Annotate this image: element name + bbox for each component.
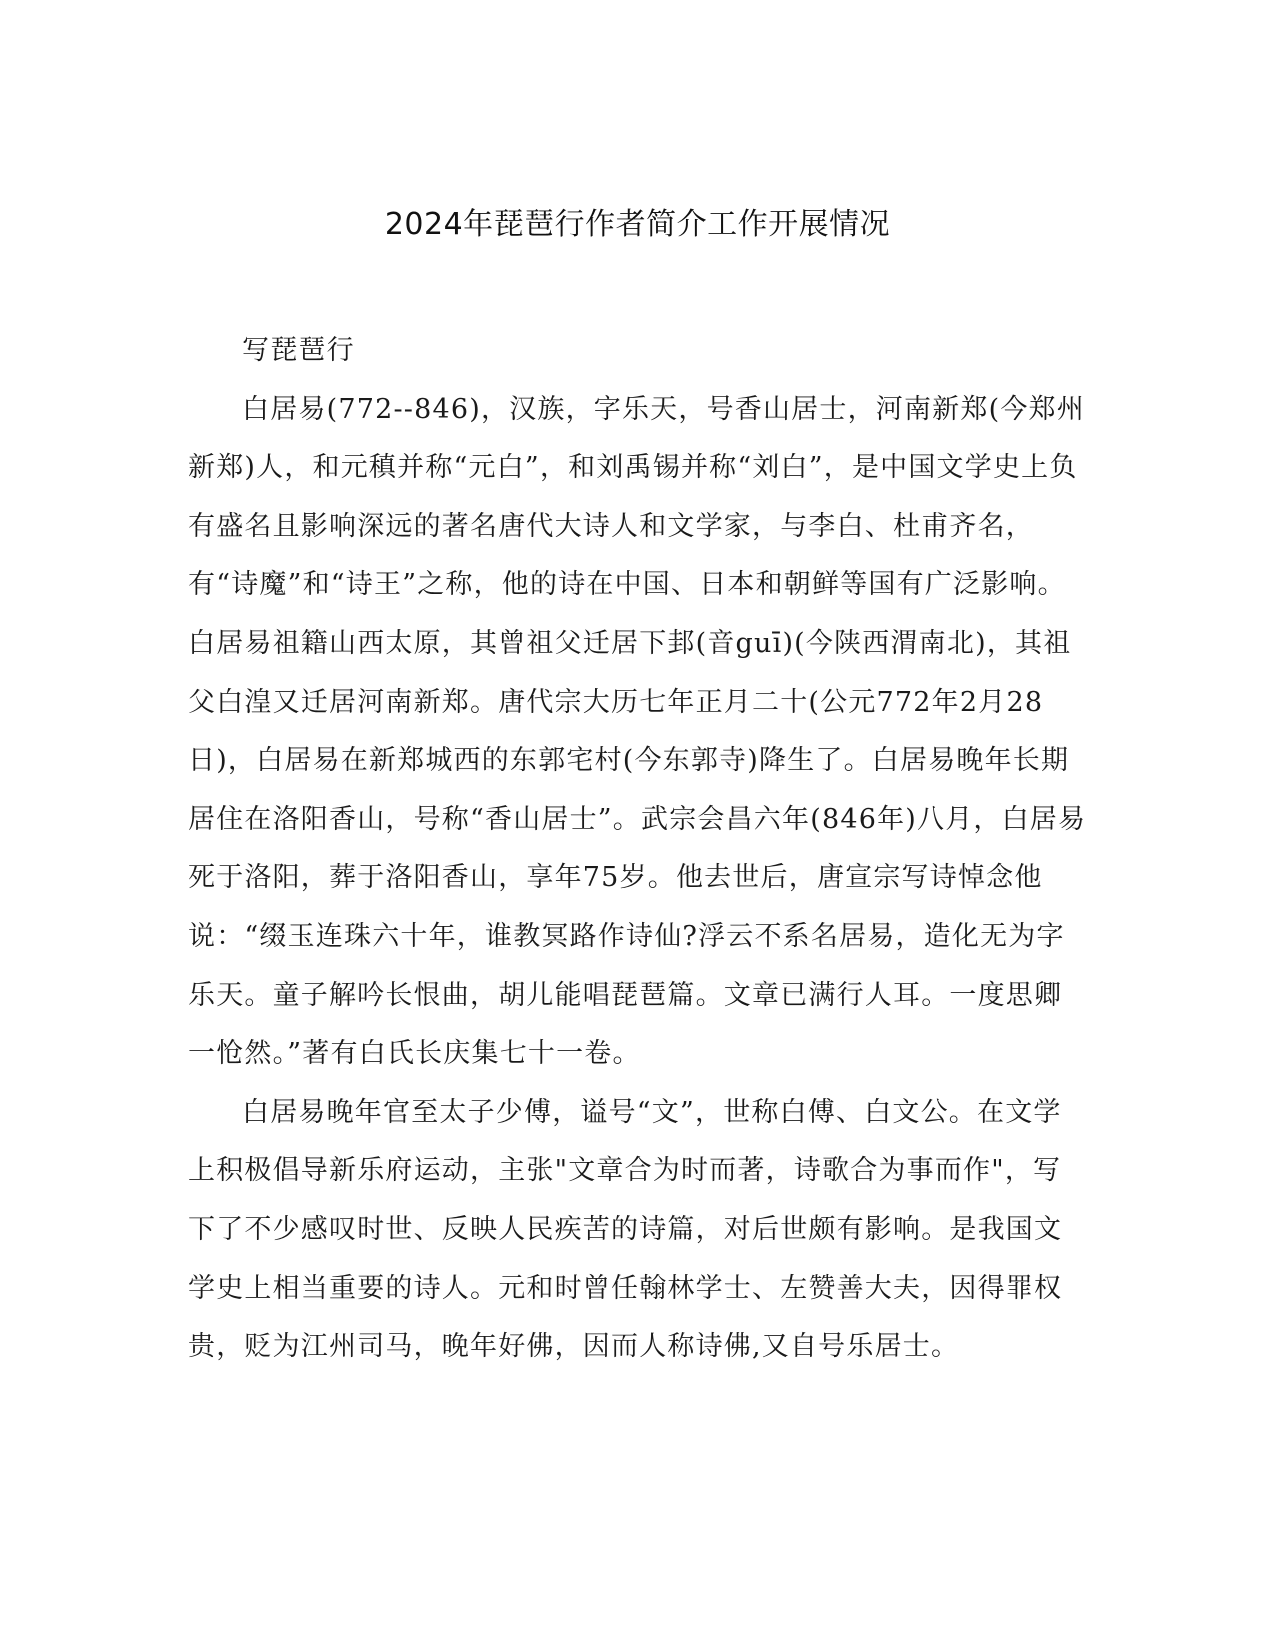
paragraph-career: 白居易晚年官至太子少傅，谥号“文”，世称白傅、白文公。在文学上积极倡导新乐府运动，主张"文章合为时而著，诗歌合为事而作"，写下了不少感叹时世、反映人民疾苦的诗篇，对后世颇有影响。是我国文学史上相当重要的诗人。元和时曾任翰林学士、左赞善大夫，因得罪权贵，贬为江州司马，晚年好佛，因而人称诗佛,又自号乐居士。 — [188, 1096, 1063, 1363]
paragraph-biography: 白居易(772--846)，汉族，字乐天，号香山居士，河南新郑(今郑州新郑)人，和元稹并称“元白”，和刘禹锡并称“刘白”，是中国文学史上负有盛名且影响深远的著名唐代大诗人和文学家，与李白、杜甫齐名，有“诗魔”和“诗王”之称，他的诗在中国、日本和朝鲜等国有广泛影响。白居易祖籍山西太原，其曾祖父迁居下邽(音guī)(今陕西渭南北)，其祖父白湟又迁居河南新郑。唐代宗大历七年正月二十(公元772年2月28日)，白居易在新郑城西的东郭宅村(今东郭寺)降生了。白居易晚年长期居住在洛阳香山，号称“香山居士”。武宗会昌六年(846年)八月，白居易死于洛阳，葬于洛阳香山，享年75岁。他去世后，唐宣宗写诗悼念他说：“缀玉连珠六十年，谁教冥路作诗仙?浮云不系名居易，造化无为字乐天。童子解吟长恨曲，胡儿能唱琵琶篇。文章已满行人耳。一度思卿一怆然。”著有白氏长庆集七十一卷。 — [188, 393, 1087, 1070]
document-body — [188, 322, 1088, 1377]
document-title: 2024年琵琶行作者简介工作开展情况 — [384, 207, 891, 242]
paragraph-heading: 写琵琶行 — [242, 335, 355, 366]
